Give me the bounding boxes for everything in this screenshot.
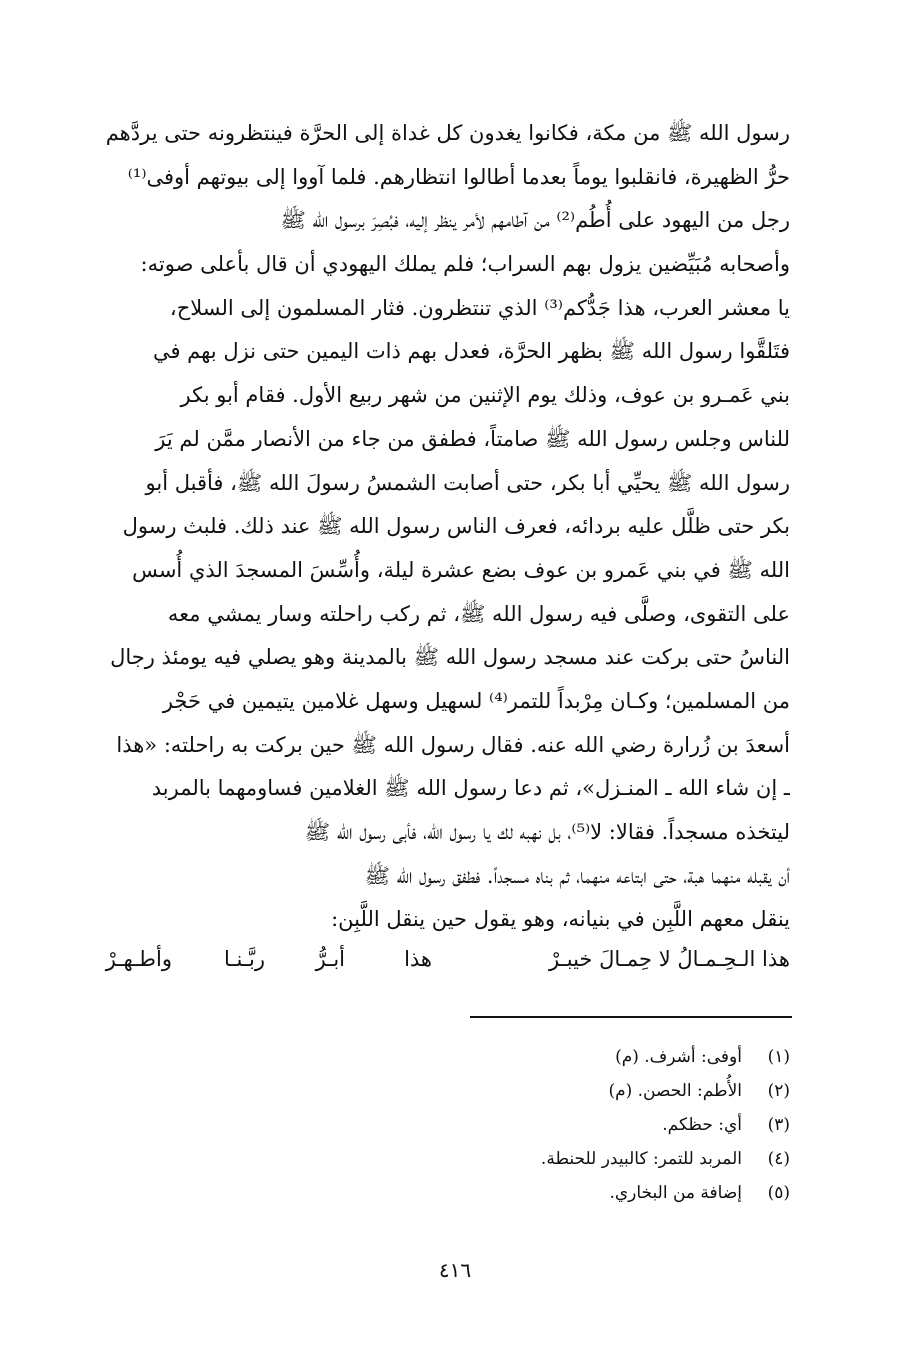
page-number: ٤١٦ <box>438 1258 472 1282</box>
footnote-text: أوفى: أشرف. (م) <box>615 1047 742 1067</box>
text-line: وأصحابه مُبَيِّضين يزول بهم السراب؛ فلم يملك اليهودي أن قال بأعلى صوته: <box>140 252 790 277</box>
text-line: بكر حتى ظلَّل عليه بردائه، فعرف الناس رسول الله ﷺ عند ذلك. فلبث رسول <box>122 514 790 539</box>
main-text-block <box>100 112 790 942</box>
text-line: ـ إن شاء الله ـ المنـزل»، ثم دعا رسول الله ﷺ الغلامين فساومهما بالمربد <box>151 776 790 801</box>
footnote-number: (١) <box>767 1047 790 1067</box>
text-line: حرُّ الظهيرة، فانقلبوا يوماً بعدما أطالوا انتظارهم. فلما آووا إلى بيوتهم أوفى⁽¹⁾ <box>127 164 790 189</box>
footnotes <box>440 1040 790 1210</box>
footnote-text: أي: حظكم. <box>662 1115 742 1135</box>
verse-word: أبـرُّ <box>315 947 345 971</box>
text-line: الناسُ حتى بركت عند مسجد رسول الله ﷺ بالمدينة وهو يصلي فيه يومئذ رجال <box>110 645 790 670</box>
footnote-item <box>440 1176 790 1210</box>
footnote-text: المربد للتمر: كالبيدر للحنطة. <box>540 1149 742 1169</box>
footnote-number: (٣) <box>767 1115 790 1135</box>
text-line: أن يقبله منهما هبة، حتى ابتاعه منهما، ثم بناه مسجداً. فطفق رسول الله ﷺ <box>364 863 790 888</box>
footnote-number: (٤) <box>767 1149 790 1169</box>
poetry-verse <box>100 937 790 981</box>
text-line: بني عَمـرو بن عوف، وذلك يوم الإثنين من شهر ربيع الأول. فقام أبو بكر <box>180 383 790 408</box>
footnote-number: (٢) <box>767 1081 790 1101</box>
text-line: للناس وجلس رسول الله ﷺ صامتاً، فطفق من جاء من الأنصار ممَّن لم يَرَ <box>155 426 790 451</box>
text-line: على التقوى، وصلَّى فيه رسول الله ﷺ، ثم ركب راحلته وسار يمشي معه <box>167 601 790 626</box>
text-line: رجل من اليهود على أُطُم⁽²⁾ من آطامهم لأمر ينظر إليه، فبُصِرَ برسول الله ﷺ <box>280 208 790 233</box>
text-line: رسول الله ﷺ يحيِّي أبا بكر، حتى أصابت الشمسُ رسولَ الله ﷺ، فأقبل أبو <box>145 470 790 495</box>
verse-word: ربَّـنـا <box>223 947 265 971</box>
text-line: فتَلقَّوا رسول الله ﷺ بظهر الحرَّة، فعدل بهم ذات اليمين حتى نزل بهم في <box>152 339 790 364</box>
text-line: ينقل معهم اللَّبِن في بنيانه، وهو يقول حين ينقل اللَّبِن: <box>331 907 790 932</box>
footnote-text: الأُطم: الحصن. (م) <box>608 1081 742 1101</box>
footnote-divider <box>470 1016 792 1018</box>
text-line: ليتخذه مسجداً. فقالا: لا⁽⁵⁾، بل نهبه لك يا رسول الله، فأبى رسول الله ﷺ <box>304 820 790 844</box>
verse-word: هذا <box>404 947 432 971</box>
text-line: من المسلمين؛ وكـان مِرْبداً للتمر⁽⁴⁾ لسهيل وسهل غلامين يتيمين في حَجْر <box>162 688 790 713</box>
verse-word: وأطـهـرْ <box>105 947 172 971</box>
text-line: يا معشر العرب، هذا جَدُّكم⁽³⁾ الذي تنتظرون. فثار المسلمون إلى السلاح، <box>169 295 790 320</box>
text-line: الله ﷺ في بني عَمرو بن عوف بضع عشرة ليلة، وأُسِّسَ المسجدَ الذي أُسس <box>132 557 790 582</box>
footnote-item <box>440 1040 790 1074</box>
footnote-item <box>440 1142 790 1176</box>
text-line: أسعدَ بن زُرارة رضي الله عنه. فقال رسول الله ﷺ حين بركت به راحلته: «هذا <box>116 732 790 757</box>
footnote-item <box>440 1108 790 1142</box>
footnote-text: إضافة من البخاري. <box>609 1183 742 1203</box>
footnote-number: (٥) <box>767 1183 790 1203</box>
verse-hemistich-first: هذا الـحِـمـالُ لا حِمـالَ خيبـرْ <box>549 947 790 971</box>
footnote-item <box>440 1074 790 1108</box>
text-line: رسول الله ﷺ من مكة، فكانوا يغدون كل غداة إلى الحرَّة فينتظرونه حتى يردَّهم <box>105 121 790 145</box>
